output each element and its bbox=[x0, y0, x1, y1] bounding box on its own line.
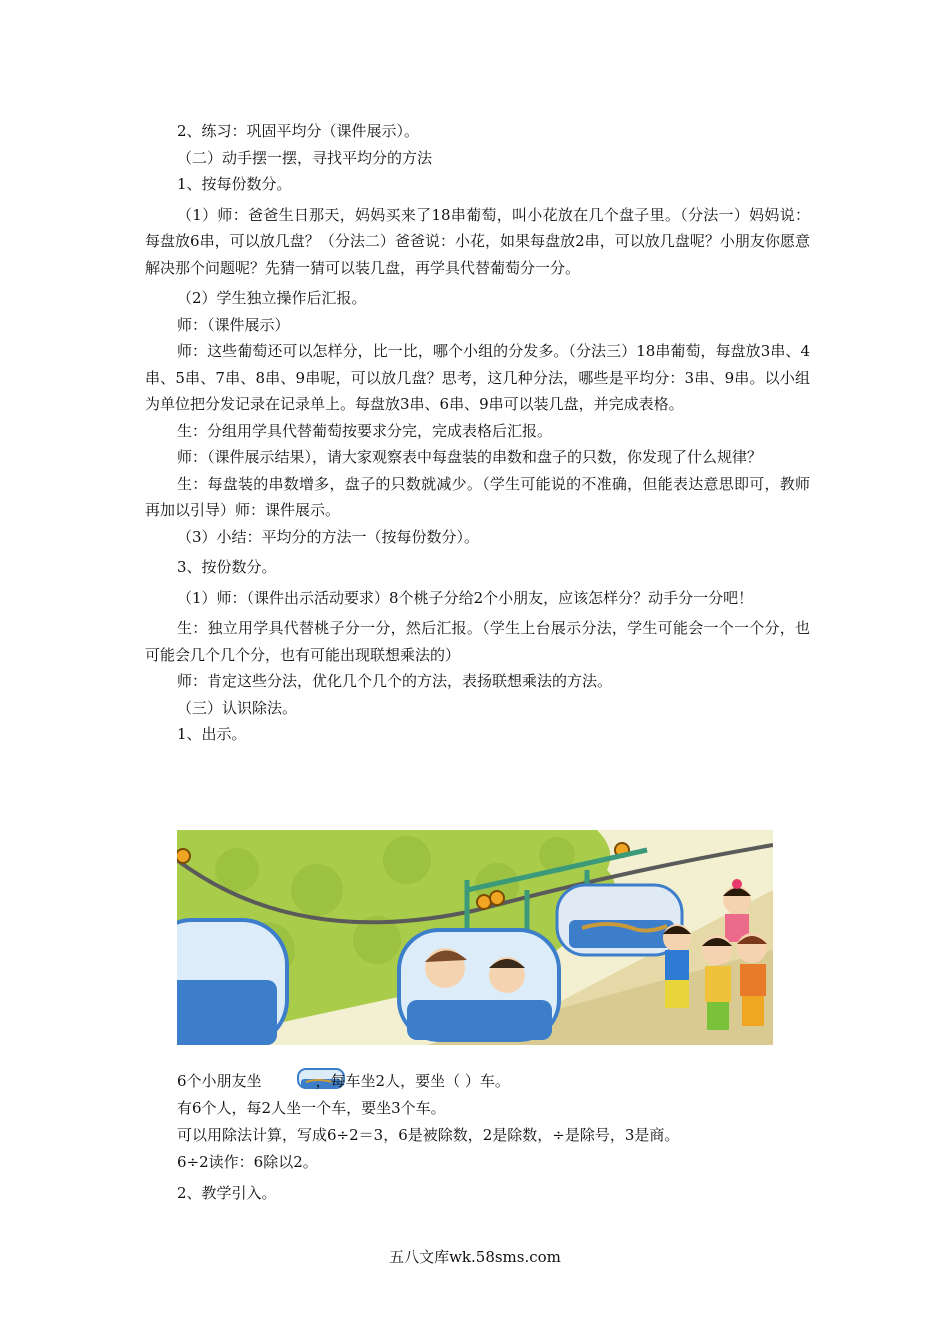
question-prefix: 6个小朋友坐 bbox=[177, 1072, 262, 1090]
paragraph: （3）小结：平均分的方法一（按每份数分）。 bbox=[177, 527, 480, 546]
paragraph: 师：肯定这些分法，优化几个几个的方法，表扬联想乘法的方法。 bbox=[177, 672, 613, 690]
section-heading: （三）认识除法。 bbox=[177, 698, 298, 717]
paragraph: 师：（课件展示） bbox=[177, 315, 290, 334]
cable-car-icon bbox=[264, 1066, 314, 1090]
paragraph: （1）师：爸爸生日那天，妈妈买来了18串葡萄，叫小花放在几个盘子里。（分法一）妈妈说：每盘放6串，可以放几盘？（分法二）爸爸说：小花，如果每盘放2串，可以放几盘呢？小朋友你愿意解决那个问题呢？先猜一猜可以装几盘，再学具代替葡萄分一分。 bbox=[145, 205, 810, 277]
paragraph: 生：分组用学具代替葡萄按要求分完，完成表格后汇报。 bbox=[177, 421, 553, 440]
body-text bbox=[145, 118, 810, 748]
section-heading: （二）动手摆一摆，寻找平均分的方法 bbox=[177, 148, 433, 167]
cable-car-illustration bbox=[177, 830, 773, 1045]
paragraph: 生：每盘装的串数增多，盘子的只数就减少。（学生可能说的不准确，但能表达意思即可，教师再加以引导）师：课件展示。 bbox=[145, 474, 810, 519]
paragraph: 1、按每份数分。 bbox=[177, 175, 292, 193]
paragraph: 1、出示。 bbox=[177, 725, 247, 743]
question-line bbox=[145, 1066, 810, 1095]
paragraph: 师：（课件展示结果），请大家观察表中每盘装的串数和盘子的只数，你发现了什么规律？ bbox=[177, 448, 763, 466]
paragraph: 可以用除法计算，写成6÷2＝3，6是被除数，2是除数，÷是除号，3是商。 bbox=[177, 1126, 680, 1144]
paragraph: 6÷2读作：6除以2。 bbox=[177, 1153, 318, 1171]
paragraph: 2、练习：巩固平均分（课件展示）。 bbox=[177, 122, 420, 140]
paragraph: （2）学生独立操作后汇报。 bbox=[177, 289, 367, 307]
paragraph: 生：独立用学具代替桃子分一分，然后汇报。（学生上台展示分法，学生可能会一个一个分，也可能会几个几个分，也有可能出现联想乘法的） bbox=[145, 619, 810, 664]
paragraph: （1）师：（课件出示活动要求）8个桃子分给2个小朋友，应该怎样分？动手分一分吧！ bbox=[177, 588, 754, 607]
paragraph: 2、教学引入。 bbox=[177, 1184, 277, 1202]
paragraph: 有6个人，每2人坐一个车，要坐3个车。 bbox=[177, 1099, 446, 1117]
paragraph: 师：这些葡萄还可以怎样分，比一比，哪个小组的分发多。（分法三）18串葡萄，每盘放3串、4串、5串、7串、8串、9串呢，可以放几盘？思考，这几种分法，哪些是平均分：3串、9串。以小组为单位把分发记录在记录单上。每盘放3串、6串、9串可以装几盘，并完成表格。 bbox=[145, 342, 810, 413]
question-suffix: ，每车坐2人，要坐（ ）车。 bbox=[315, 1072, 510, 1090]
page-footer: 五八文库wk.58sms.com bbox=[389, 1248, 561, 1266]
paragraph: 3、按份数分。 bbox=[177, 558, 277, 576]
division-text bbox=[145, 1066, 810, 1207]
